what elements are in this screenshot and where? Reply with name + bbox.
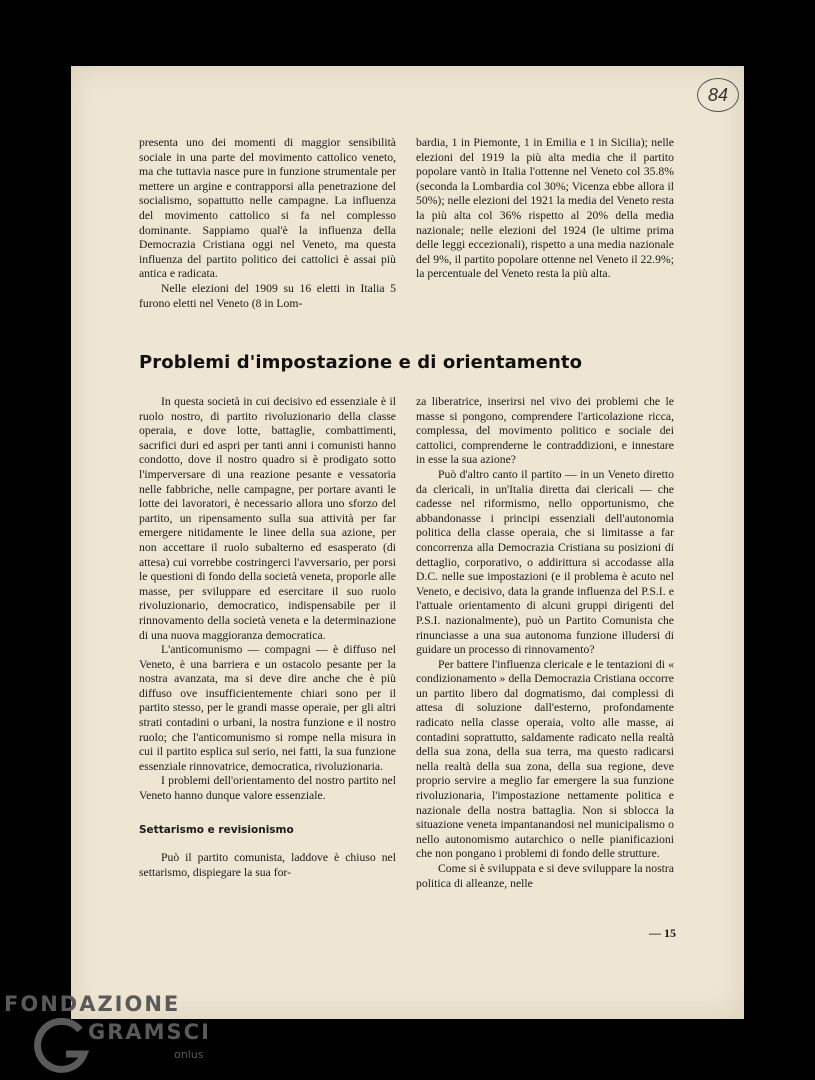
watermark-line1: FONDAZIONE xyxy=(4,992,181,1016)
paragraph: presenta uno dei momenti di maggior sensibilità sociale in una parte del movimento cattolico veneto, ma che tuttavia nasce pure in funzione strumentale per mettere un argine e contrapporsi alla penetrazione del socialismo, sopattutto nelle campagne. La influenza del movimento cattolico si fa nel complesso dominante. Sappiamo qual'è la influenza della Democrazia Cristiana oggi nel Veneto, ma questa influenza del partito politico dei cattolici è assai più antica e radicata. xyxy=(139,136,396,281)
paragraph: Può il partito comunista, laddove è chiuso nel settarismo, dispiegare la sua for- xyxy=(139,851,396,879)
top-right-column xyxy=(416,136,674,282)
main-right-column xyxy=(416,395,674,891)
section-heading: Problemi d'impostazione e di orientamento xyxy=(139,352,583,373)
watermark xyxy=(4,990,214,1078)
subsection-heading: Settarismo e revisionismo xyxy=(139,823,294,836)
main-left-column xyxy=(139,395,396,880)
gramsci-logo-icon xyxy=(32,1016,92,1076)
watermark-line2: GRAMSCI xyxy=(88,1020,211,1044)
watermark-sub: onlus xyxy=(174,1048,204,1061)
document-page xyxy=(71,66,744,1019)
paragraph: Per battere l'influenza clericale e le tentazioni di « condizionamento » della Democrazia Cristiana occorre un partito libero dal dogmatismo, dai complessi di attesa di soluzione dall'esterno, profondamente radicato nella classe operaia, volto alle masse, ai contadini soprattutto, saldamente radicato nella realtà della sua zona, della sua terra, ma questo radicarsi nella realtà della sua zona, della sua regione, deve proprio servire a meglio far emergere la sua funzione rivoluzionaria, l'impostazione nettamente politica e nazionale della nostra battaglia. Non si sblocca la situazione veneta impantanandosi nel municipalismo o nello autonomismo autarchico o nelle pianificazioni che non pongano i problemi di fondo delle strutture. xyxy=(416,657,674,861)
paragraph: I problemi dell'orientamento del nostro partito nel Veneto hanno dunque valore essenziale. xyxy=(139,774,396,803)
paragraph: In questa società in cui decisivo ed essenziale è il ruolo nostro, di partito rivoluzionario della classe operaia, e dove lotte, battaglie, combattimenti, sacrifici duri ed aspri per tanti anni i comunisti hanno condotto, dove il nostro quadro si è prodigato sotto l'imperversare di una reazione pesante e vessatoria nelle fabbriche, nelle campagne, per portare avanti le lotte dei lavoratori, è necessario allora uno sforzo del partito, un ripensamento sulla sua attività per far emergere nitidamente le linee della sua azione, per non accettare il ruolo subalterno ed esasperato (di attesa) cui vorrebbe costringerci l'avversario, per porsi le questioni di fondo della società veneta, proporle alle masse, per sviluppare ed esercitare il suo ruolo rivoluzionario, democratico, indispensabile per il rinnovamento della società veneta e la determinazione di una nuova maggioranza democratica. xyxy=(139,395,396,642)
page-number: — 15 xyxy=(649,926,676,940)
archive-stamp-number: 84 xyxy=(697,78,739,112)
paragraph: Nelle elezioni del 1909 su 16 eletti in Italia 5 furono eletti nel Veneto (8 in Lom- xyxy=(139,281,396,310)
paragraph: Può d'altro canto il partito — in un Veneto diretto da clericali, in un'Italia diretta dai clericali — che cadesse nel riformismo, nello opportunismo, che abbandonasse i principi essenziali dell'autonomia politica della classe operaia, che si limitasse a far concorrenza alla Democrazia Cristiana su posizioni di dettaglio, corporativo, o addirittura si accodasse alla D.C. nelle sue impostazioni (e il problema è acuto nel Veneto, e decisivo, data la grande influenza del P.S.I. e l'attuale orientamento di alcuni gruppi dirigenti del P.S.I. nazionalmente), può un Partito Comunista che rinunciasse a una sua autonoma funzione illudersi di guidare un processo di rinnovamento? xyxy=(416,467,674,657)
top-left-column xyxy=(139,136,396,311)
paragraph: bardia, 1 in Piemonte, 1 in Emilia e 1 in Sicilia); nelle elezioni del 1919 la più alta media che il partito popolare vantò in Italia l'ottenne nel Veneto col 35.8% (seconda la Lombardia col 30%; Vicenza ebbe allora il 50%); nelle elezioni del 1921 la media del Veneto resta la più alta col 36% rispetto al 20% della media nazionale; nelle elezioni del 1924 (le ultime prima delle leggi eccezionali), rispetto a una media nazionale del 9%, il partito popolare ottenne nel Veneto il 22.9%; la percentuale del Veneto resta la più alta. xyxy=(416,136,674,281)
paragraph: za liberatrice, inserirsi nel vivo dei problemi che le masse si pongono, comprendere l'articolazione ricca, complessa, del movimento politico e sociale dei cattolici, comprenderne le contraddizioni, e innestare in esse la sua azione? xyxy=(416,395,674,467)
paragraph: Come si è sviluppata e si deve sviluppare la nostra politica di alleanze, nelle xyxy=(416,862,674,890)
paragraph: L'anticomunismo — compagni — è diffuso nel Veneto, è una barriera e un ostacolo pesante per la nostra avanzata, ma si deve dire anche che è più diffuso ove insufficientemente chiari sono per il partito stesso, per le grandi masse operaie, per gli altri strati contadini o urbani, la nostra funzione e il nostro ruolo; che l'anticomunismo si rompe nella misura in cui il partito esplica sul serio, nei fatti, la sua funzione essenziale rinnovatrice, democratica, rivoluzionaria. xyxy=(139,643,396,773)
